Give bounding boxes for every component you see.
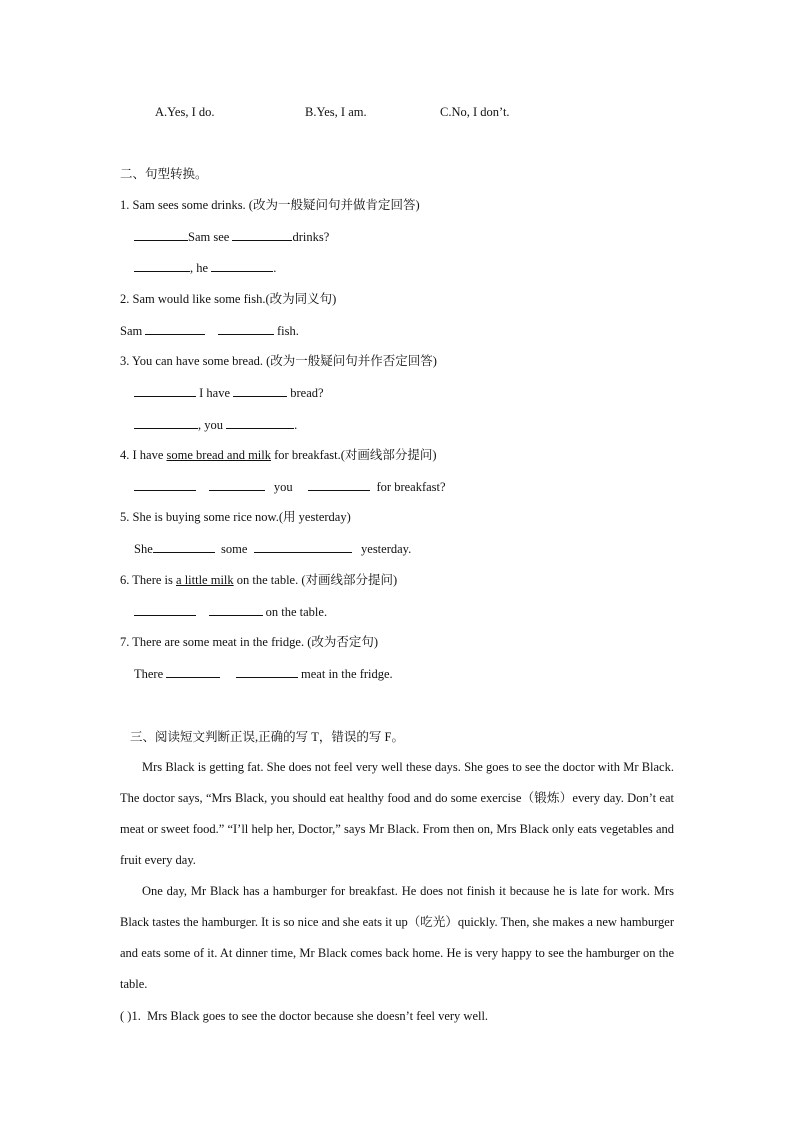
q3-stem: 3. You can have some bread. (改为一般疑问句并作否定回答): [120, 354, 437, 368]
underlined-phrase: some bread and milk: [166, 448, 272, 462]
q3-answer-line2: , you .: [134, 416, 297, 433]
answer-blank[interactable]: [232, 228, 292, 241]
section3-title: 三、阅读短文判断正误,正确的写 T，错误的写 F。: [130, 730, 404, 744]
q2-stem: 2. Sam would like some fish.(改为同义句): [120, 292, 337, 306]
q6-answer-line: on the table.: [134, 603, 327, 620]
q5-stem: 5. She is buying some rice now.(用 yesterday): [120, 510, 351, 524]
answer-paren[interactable]: ( )1.: [120, 1009, 141, 1023]
answer-blank[interactable]: [134, 259, 190, 272]
answer-blank[interactable]: [134, 228, 188, 241]
answer-blank[interactable]: [134, 416, 198, 429]
q2-answer-line: Sam fish.: [120, 324, 299, 338]
underlined-phrase: a little milk: [176, 573, 234, 587]
reading-paragraph-1: Mrs Black is getting fat. She does not feel very well these days. She goes to see the doctor with Mr Black. The doctor says, “Mrs Black, you should eat healthy food and do some exercise（锻炼）every day. Don’t eat meat or sweet food.” “I’ll help her, Doctor,” says Mr Black. From then on, Mrs Black only eats vegetables and fruit every day.: [120, 760, 674, 867]
reading-question-1: ( )1. Mrs Black goes to see the doctor because she doesn’t feel very well.: [120, 1009, 489, 1023]
q5-answer-line: She some yesterday.: [134, 542, 412, 556]
answer-blank[interactable]: [134, 478, 196, 491]
q7-stem: 7. There are some meat in the fridge. (改为否定句): [120, 635, 379, 649]
answer-blank[interactable]: [218, 322, 274, 335]
q7-answer-line: There meat in the fridge.: [134, 667, 393, 681]
answer-blank[interactable]: [308, 478, 370, 491]
answer-blank[interactable]: [233, 384, 287, 397]
q1-answer-line2: , he .: [134, 259, 276, 276]
q6-stem: 6. There is a little milk on the table. (对画线部分提问): [120, 573, 398, 587]
answer-blank[interactable]: [211, 259, 273, 272]
option-a: A.Yes, I do.: [155, 105, 215, 119]
q1-stem: 1. Sam sees some drinks. (改为一般疑问句并做肯定回答): [120, 198, 420, 212]
section2-title: 二、句型转换。: [120, 167, 208, 181]
q3-answer-line1: I have bread?: [134, 384, 324, 401]
answer-blank[interactable]: [145, 322, 205, 335]
answer-blank[interactable]: [209, 603, 263, 616]
answer-blank[interactable]: [226, 416, 294, 429]
answer-blank[interactable]: [153, 540, 215, 553]
q4-answer-line: you for breakfast?: [134, 478, 446, 495]
answer-blank[interactable]: [134, 603, 196, 616]
option-c: C.No, I don’t.: [440, 105, 510, 119]
option-b: B.Yes, I am.: [305, 105, 367, 119]
answer-blank[interactable]: [166, 665, 220, 678]
q1-answer-line1: Sam see drinks?: [134, 228, 329, 245]
answer-blank[interactable]: [254, 540, 352, 553]
reading-paragraph-2: One day, Mr Black has a hamburger for breakfast. He does not finish it because he is late for work. Mrs Black tastes the hamburger. It is so nice and she eats it up（吃光）quickly. Then, she makes a new hamburger and eats some of it. At dinner time, Mr Black comes back home. He is very happy to see the hamburger on the table.: [120, 884, 674, 991]
q4-stem: 4. I have some bread and milk for breakfast.(对画线部分提问): [120, 448, 437, 462]
answer-blank[interactable]: [209, 478, 265, 491]
answer-blank[interactable]: [134, 384, 196, 397]
answer-blank[interactable]: [236, 665, 298, 678]
